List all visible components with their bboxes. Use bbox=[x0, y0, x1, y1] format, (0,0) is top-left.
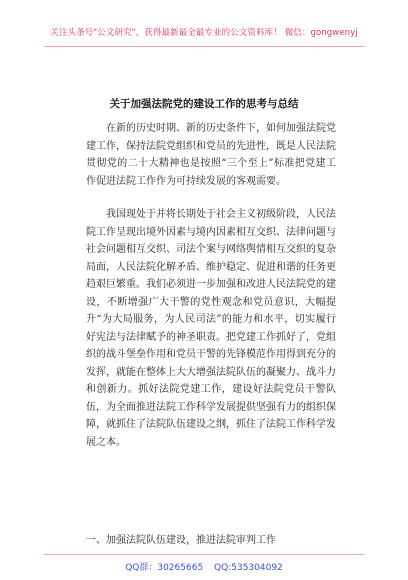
footer-contact bbox=[0, 560, 408, 573]
document-title: 关于加强法院党的建设工作的思考与总结 bbox=[109, 98, 299, 110]
header-divider bbox=[44, 46, 364, 47]
footer-qq: QQ:535304092 bbox=[214, 563, 283, 573]
footer-divider bbox=[44, 554, 364, 555]
paragraph: 在新的历史时期、新的历史条件下，如何加强法院党建工作，保持法院党组织和党员的先进性，既是人民法院贯彻党的二十大精神也是按照“三个至上”标准把党建工作促进法院工作作为可持续发展的客观需要。 bbox=[86, 123, 336, 187]
document-body bbox=[86, 120, 336, 467]
header-promo-note: 关注头条号"公文研究"，获得最新最全最专业的公文资料库！ 微信：gongwenyj bbox=[50, 28, 358, 38]
paragraph: 我国现处于并将长期处于社会主义初级阶段，人民法院工作呈现出境外因素与境内因素相互交织、法律问题与社会问题相互交织、司法个案与网络舆情相互交织的复杂局面，人民法院化解矛盾、维护稳定、促进和谐的任务更趋艰巨繁重。我们必须进一步加强和改进人民法院党的建设，不断增强广大干警的党性观念和党员意识，大幅提升“为大局服务，为人民司法”的能力和水平，切实履行好宪法与法律赋予的神圣职责。把党建工作抓好了，党组织的战斗堡垒作用和党员干警的先锋模范作用得到充分的发挥，就能在整体上大大增强法院队伍的凝聚力、战斗力和创新力。抓好法院党建工作，建设好法院党员干警队伍，为全面推进法院工作科学发展提供坚强有力的组织保障，就抓住了法院队伍建设之纲，抓住了法院工作科学发展之本。 bbox=[86, 209, 336, 448]
footer-qq-group: QQ群：30265665 bbox=[125, 563, 204, 573]
section-heading: 一、加强法院队伍建设，推进法院审判工作 bbox=[86, 535, 276, 546]
